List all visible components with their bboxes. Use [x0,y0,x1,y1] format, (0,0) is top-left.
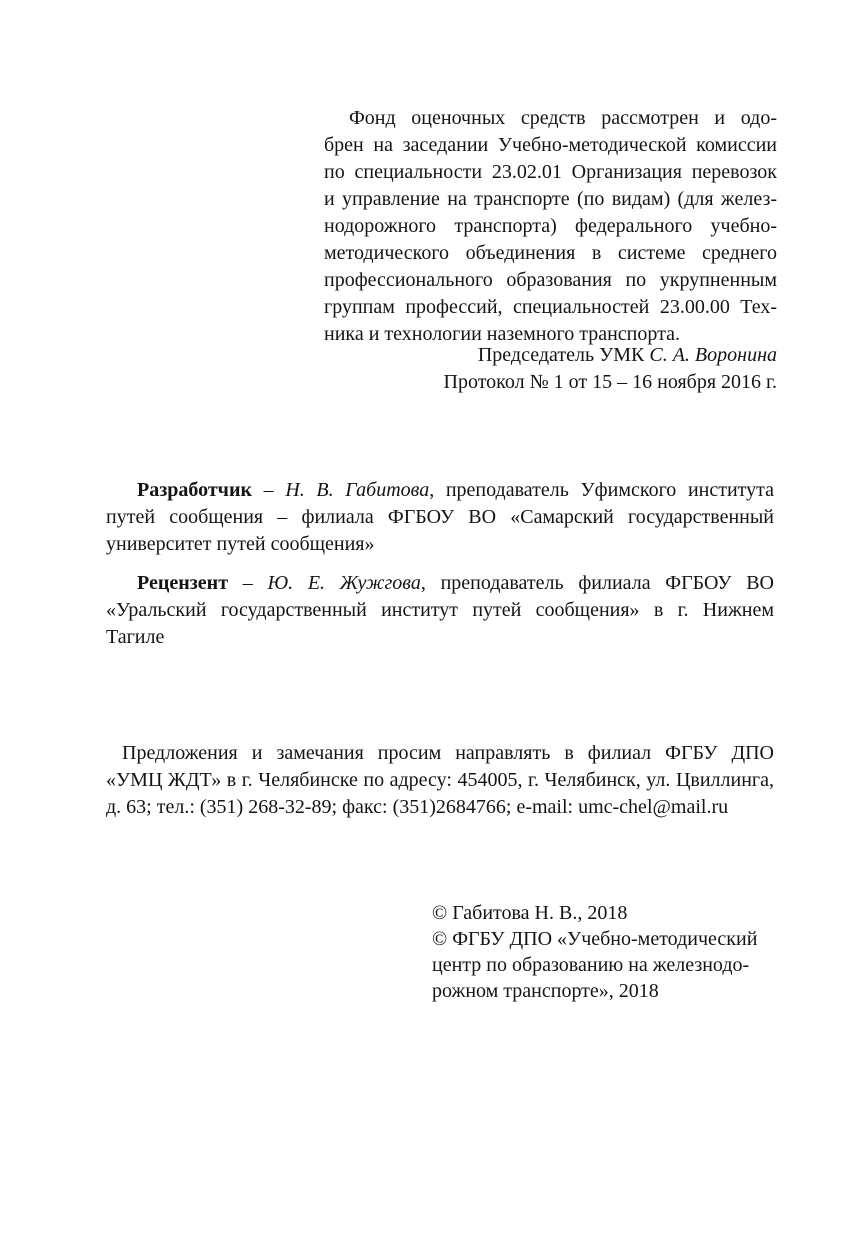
developer-paragraph [106,477,774,558]
reviewer-sep: – [228,572,268,594]
reviewer-line: Тагиле [106,626,165,648]
copyright-block [432,900,782,1004]
reviewer-label: Рецензент [137,572,229,594]
signature-block [357,342,777,396]
contact-line: «УМЦ ЖДТ» в г. Челябинске по адресу: 454005, г. Челябинск, ул. Цвиллинга, [106,769,774,791]
developer-line: путей сообщения – филиала ФГБОУ ВО «Самарский государственный [106,506,774,528]
reviewer-name: Ю. Е. Жужгова [267,572,421,594]
reviewer-rest: , преподаватель филиала ФГБОУ ВО [420,572,774,594]
approval-line: по специальности 23.02.01 Организация перевозок [324,161,777,183]
developer-name: Н. В. Габитова [285,479,430,501]
copyright-line: © ФГБУ ДПО «Учебно-методический [432,928,758,950]
protocol-line: Протокол № 1 от 15 – 16 ноября 2016 г. [443,371,777,393]
reviewer-line: «Уральский государственный институт путей сообщения» в г. Нижнем [106,599,774,621]
reviewer-line [106,570,774,597]
developer-label: Разработчик [137,479,252,501]
copyright-line: © Габитова Н. В., 2018 [432,902,628,924]
approval-line: ника и технологии наземного транспорта. [324,323,680,345]
developer-line [106,477,774,504]
contact-line: Предложения и замечания просим направлять в филиал ФГБУ ДПО [122,742,774,764]
approval-line: Фонд оценочных средств рассмотрен и одо- [349,107,777,129]
developer-rest: , преподаватель Уфимского института [429,479,775,501]
approval-line: и управление на транспорте (по видам) (для желез- [324,188,777,210]
contact-line: д. 63; тел.: (351) 268-32-89; факс: (351)2684766; e-mail: umc-chel@mail.ru [106,796,729,818]
approval-line: брен на заседании Учебно-методической комиссии [324,134,777,156]
approval-notice [324,105,777,348]
copyright-line: центр по образованию на железнодо- [432,954,750,976]
contact-paragraph [106,740,774,821]
chairman-line [357,342,777,369]
copyright-line: рожном транспорте», 2018 [432,980,659,1002]
approval-line: профессионального образования по укрупненным [324,269,777,291]
developer-line: университет путей сообщения» [106,533,375,555]
chairman-title: Председатель УМК [477,344,650,366]
approval-line: нодорожного транспорта) федерального учебно- [324,215,777,237]
approval-line: группам профессий, специальностей 23.00.00 Тех- [324,296,777,318]
reviewer-paragraph [106,570,774,651]
approval-line: методического объединения в системе среднего [324,242,777,264]
chairman-name: С. А. Воронина [649,344,777,366]
developer-sep: – [252,479,286,501]
